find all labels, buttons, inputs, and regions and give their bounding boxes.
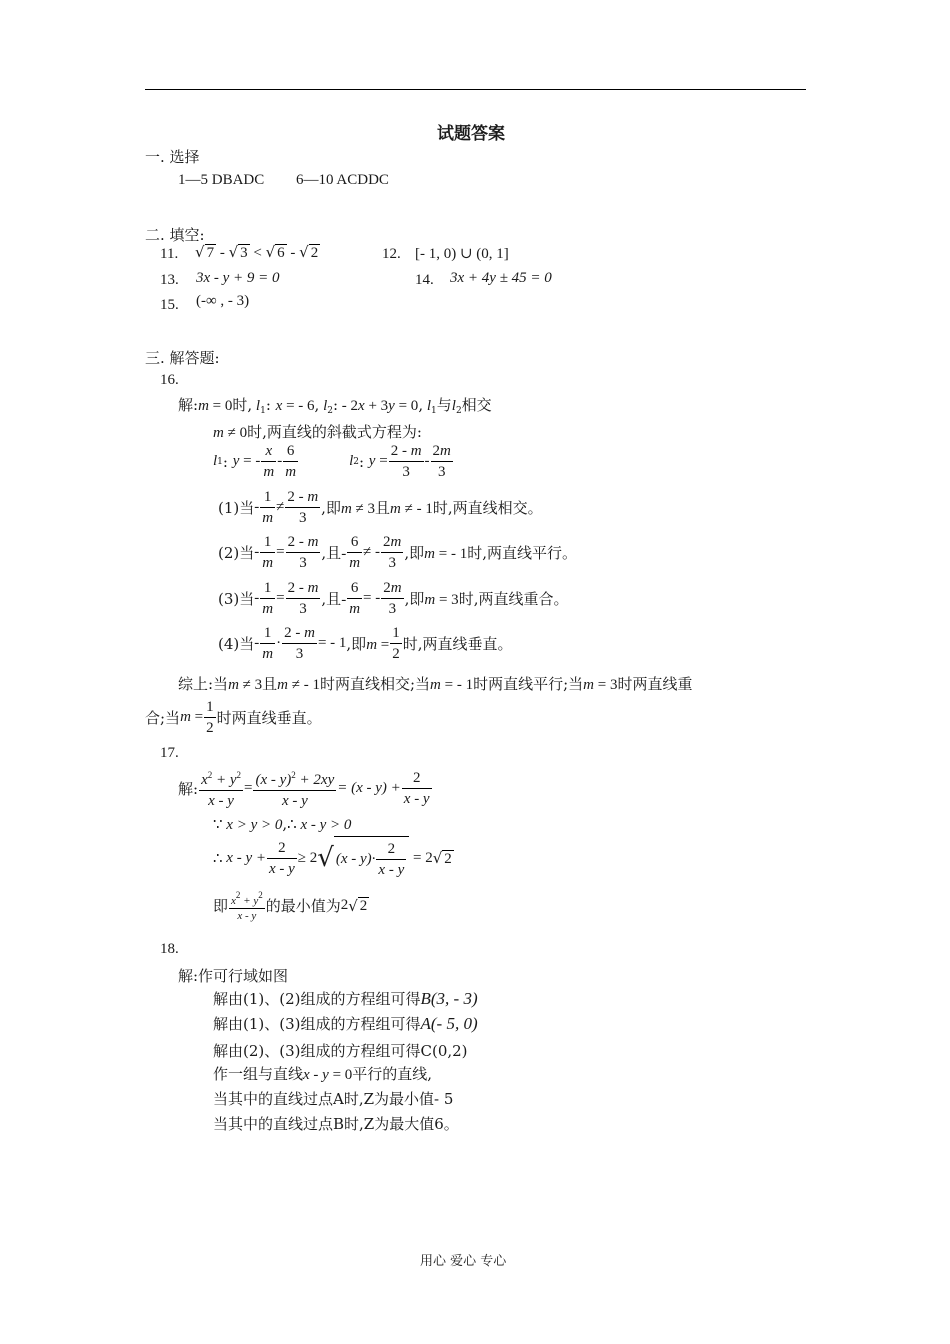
q13-answer: 3x - y + 9 = 0 xyxy=(196,270,280,286)
page-title: 试题答案 xyxy=(437,124,505,144)
q12-label: 12. xyxy=(382,246,401,262)
q18-line4: 解由(2)、(3)组成的方程组可得C(0,2) xyxy=(213,1042,468,1060)
q17-line3: ∴ x - y + $\frac{2}{x - y}$ ≥ 2 √ (x - y)· $\frac{2}{x - y}$ = 2 √ 2 xyxy=(213,836,454,880)
q12-answer: [- 1, 0) ∪ (0, 1] xyxy=(415,246,509,262)
case4: (4)当 - $\frac{1}{m}$ · $\frac{2 - m}{3}$ = - 1 ,即m = $\frac{1}{2}$ 时,两直线垂直。 xyxy=(218,625,513,662)
case1: (1)当 - $\frac{1}{m}$ ≠ $\frac{2 - m}{3}$ ,即m ≠ 3且m ≠ - 1时 ,两直线相交。 xyxy=(218,489,543,526)
q17-line2: ∵ x > y > 0,∴ x - y > 0 xyxy=(213,815,352,833)
section1-heading: 一. 选择 xyxy=(145,148,200,166)
q11-label: 11. xyxy=(160,246,179,262)
q18-line1: 解:作可行域如图 xyxy=(178,967,289,985)
q18-line5: 作一组与直线x - y = 0平行的直线, xyxy=(213,1065,433,1083)
q11-answer: √ 7 - √ 3 < √ 6 - √ 2 xyxy=(195,243,319,261)
q17-line4: 即 $\frac{x^2 + y^2}{x - y}$ 的最小值为 2 √ 2 xyxy=(213,890,368,922)
q15-answer: (-∞ , - 3) xyxy=(196,293,250,309)
q16-line2: m ≠ 0时,两直线的斜截式方程为: xyxy=(213,423,422,441)
q14-answer: 3x + 4y ± 45 = 0 xyxy=(450,270,552,286)
case3: (3)当 - $\frac{1}{m}$ = $\frac{2 - m}{3}$ ,且- $\frac{6}{m}$ = - $\frac{2m}{3}$ ,即m = 3 时,两直线重合。 xyxy=(218,580,569,617)
slope-intercept-text: 时,两直线的斜截式方程为: xyxy=(247,423,422,441)
q18-line2: 解由(1)、(2)组成的方程组可得B(3, - 3) xyxy=(213,989,478,1008)
q17-line1: 解: $\frac{x^2 + y^2}{x - y}$ = $\frac{(x - y)^2 + 2xy}{x - y}$ = (x - y) + $\frac{2}{x - y}$ xyxy=(178,765,433,811)
q16-line1: 解:m = 0时, $l_1$: x = - 6, $l_2$: - 2x + 3y = 0, $l_1$与$l_2$相交 xyxy=(178,396,492,416)
q18-line6: 当其中的直线过点A时,Z为最小值- 5 xyxy=(213,1090,454,1108)
section3-heading: 三. 解答题: xyxy=(145,349,220,367)
q17-label: 17. xyxy=(160,745,179,761)
summary-line2: 合;当 m = $\frac{1}{2}$ 时两直线垂直。 xyxy=(145,699,322,736)
summary-line1: 综上:当m ≠ 3且m ≠ - 1时两直线相交;当m = - 1时两直线平行;当m = 3时两直线重 xyxy=(178,675,693,693)
header-rule xyxy=(145,89,806,90)
q14-label: 14. xyxy=(415,272,434,288)
q18-line7: 当其中的直线过点B时,Z为最大值6。 xyxy=(213,1115,459,1133)
answers-1-5: 1—5 DBADC xyxy=(178,172,265,188)
q18-line3: 解由(1)、(3)组成的方程组可得A(- 5, 0) xyxy=(213,1014,478,1033)
case2: (2)当 - $\frac{1}{m}$ = $\frac{2 - m}{3}$ ,且- $\frac{6}{m}$ ≠ - $\frac{2m}{3}$ ,即m = - 1 时,两直线平行。 xyxy=(218,534,577,571)
q13-label: 13. xyxy=(160,272,179,288)
q18-label: 18. xyxy=(160,941,179,957)
solution-label: 解: xyxy=(178,396,199,414)
page-footer: 用心 爱心 专心 xyxy=(420,1254,507,1269)
q15-label: 15. xyxy=(160,297,179,313)
q16-label: 16. xyxy=(160,372,179,388)
answers-6-10: 6—10 ACDDC xyxy=(296,172,389,188)
section2-heading: 二. 填空: xyxy=(145,226,205,244)
line-equations: l 1 : y = - $\frac{x}{m}$ - $\frac{6}{m}$ l 2 : y = $\frac{2 - m}{3}$ - $\frac{2m}{3}$ xyxy=(213,443,451,480)
